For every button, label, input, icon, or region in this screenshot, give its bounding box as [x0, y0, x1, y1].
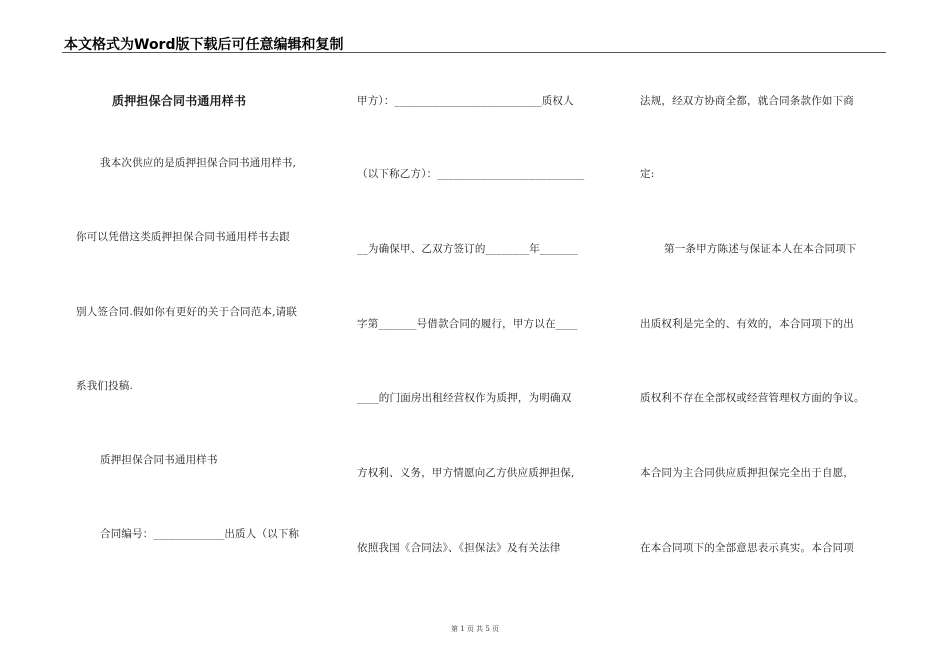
- text-line: 依照我国《合同法》、《担保法》及有关法律: [357, 542, 561, 554]
- text-column-2: [340, 0, 630, 672]
- text-column-1: [0, 0, 340, 672]
- text-line: 法规，经双方协商全都，就合同条款作如下商: [640, 95, 854, 107]
- document-title: 质押担保合同书通用样书: [112, 94, 247, 108]
- article-heading: 第一条甲方陈述与保证本人在本合同项下: [664, 243, 857, 255]
- text-line: （以下称乙方）：___________________________: [357, 168, 585, 180]
- text-line: 字第_______号借款合同的履行，甲方以在____: [357, 318, 578, 330]
- text-line: 在本合同项下的全部意思表示真实。本合同项: [640, 542, 854, 554]
- text-line: ____的门面房出租经营权作为质押，为明确双: [357, 392, 572, 404]
- text-column-3: [630, 0, 900, 672]
- text-line: __为确保甲、乙双方签订的________年_______: [357, 243, 579, 255]
- text-line: 定:: [640, 168, 655, 180]
- text-line: 别人签合同.假如你有更好的关于合同范本,请联: [76, 306, 298, 318]
- text-line: 方权利、义务，甲方情愿向乙方供应质押担保,: [357, 467, 575, 479]
- text-line: 质权利不存在全部权或经营管理权方面的争议。: [640, 392, 865, 404]
- section-heading: 质押担保合同书通用样书: [100, 454, 218, 466]
- page-indicator: 第 1 页 共 5 页: [450, 625, 500, 633]
- document-header-title: 本文格式为Word版下载后可任意编辑和复制: [64, 37, 344, 53]
- text-line: 系我们投稿.: [76, 380, 134, 392]
- text-line: 我本次供应的是质押担保合同书通用样书,: [100, 157, 297, 169]
- text-line: 你可以凭借这类质押担保合同书通用样书去跟: [76, 231, 290, 243]
- text-line: 合同编号：_____________出质人（以下称: [100, 528, 300, 540]
- text-line: 出质权利是完全的、有效的，本合同项下的出: [640, 318, 854, 330]
- text-line: 甲方）：___________________________质权人: [357, 95, 574, 107]
- text-line: 本合同为主合同供应质押担保完全出于自愿，: [640, 467, 854, 479]
